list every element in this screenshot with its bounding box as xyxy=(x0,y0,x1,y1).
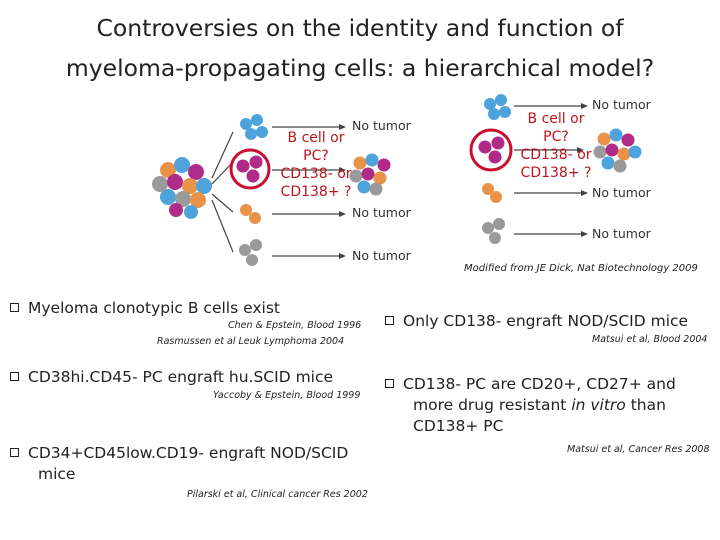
right-label-line-2: PC? xyxy=(543,129,569,145)
left-blue-cells xyxy=(240,114,268,140)
right-no-tumor-2: No tumor xyxy=(592,185,651,200)
left-no-tumor-1: No tumor xyxy=(352,118,411,133)
left-cell-type-label xyxy=(268,129,364,201)
bullet-cd138-pc xyxy=(385,374,676,437)
left-tumor-cluster xyxy=(152,157,212,219)
title-line-1: Controversies on the identity and function of xyxy=(96,14,624,42)
right-no-tumor-1: No tumor xyxy=(592,97,651,112)
left-label-line-3: CD138- or xyxy=(280,166,352,182)
bullet-cd138-pc-text-2b: in vitro xyxy=(571,396,626,414)
figure-credit: Modified from JE Dick, Nat Biotechnology 2009 xyxy=(464,263,698,274)
right-label-line-4: CD138+ ? xyxy=(520,165,592,181)
bullet-cd138-pc-text-1: CD138- PC are CD20+, CD27+ and xyxy=(403,375,676,393)
left-highlight-circle xyxy=(231,150,269,188)
bullet-cd138-pc-text-2c: than xyxy=(625,396,666,414)
cite-matsui-2004: Matsui et al, Blood 2004 xyxy=(592,334,708,345)
bullet-cd138-pc-text-2a: more drug resistant xyxy=(413,396,572,414)
left-grey-cells xyxy=(239,239,262,266)
bullet-box-icon xyxy=(385,379,394,388)
right-cell-type-label xyxy=(508,110,604,182)
left-label-line-1: B cell or xyxy=(287,130,345,146)
left-label-line-4: CD138+ ? xyxy=(280,184,352,200)
left-source-arrows xyxy=(212,132,233,252)
cite-rasmussen: Rasmussen et al Leuk Lymphoma 2004 xyxy=(157,336,345,347)
cite-chen: Chen & Epstein, Blood 1996 xyxy=(228,320,362,331)
bullet-cd38 xyxy=(10,367,333,388)
right-orange-cells xyxy=(482,183,502,203)
bullet-b-cells xyxy=(10,298,280,319)
title-line-2: myeloma-propagating cells: a hierarchical model? xyxy=(65,54,655,82)
bullet-cd38-text: CD38hi.CD45- PC engraft hu.SCID mice xyxy=(28,368,334,386)
right-magenta-cells xyxy=(479,137,505,164)
bullet-cd138-pc-text-3: CD138+ PC xyxy=(413,417,504,435)
bullet-box-icon xyxy=(10,303,19,312)
cite-matsui-2008: Matsui et al, Cancer Res 2008 xyxy=(567,444,710,455)
right-grey-cells xyxy=(482,218,505,244)
bullet-cd34-text-1: CD34+CD45low.CD19- engraft NOD/SCID xyxy=(28,444,349,462)
bullet-cd138-engraft xyxy=(385,311,688,332)
cite-pilarski: Pilarski et al, Clinical cancer Res 2002 xyxy=(187,489,368,500)
left-magenta-cells xyxy=(237,156,263,183)
bullet-box-icon xyxy=(10,448,19,457)
bullet-cd138-engraft-text: Only CD138- engraft NOD/SCID mice xyxy=(403,312,689,330)
right-no-tumor-3: No tumor xyxy=(592,226,651,241)
right-blue-cells xyxy=(484,94,511,120)
right-label-line-1: B cell or xyxy=(527,111,585,127)
left-orange-cells xyxy=(240,204,261,224)
cite-yaccoby: Yaccoby & Epstein, Blood 1999 xyxy=(213,390,361,401)
left-no-tumor-2: No tumor xyxy=(352,205,411,220)
right-label-line-3: CD138- or xyxy=(520,147,592,163)
bullet-cd34 xyxy=(10,443,348,485)
bullet-box-icon xyxy=(385,316,394,325)
right-highlight-circle xyxy=(471,130,511,170)
left-no-tumor-3: No tumor xyxy=(352,248,411,263)
bullet-cd34-text-2: mice xyxy=(38,465,76,483)
bullet-cd138-pc-line-2 xyxy=(385,395,676,416)
left-label-line-2: PC? xyxy=(303,148,329,164)
bullet-b-cells-text: Myeloma clonotypic B cells exist xyxy=(28,299,280,317)
bullet-box-icon xyxy=(10,372,19,381)
